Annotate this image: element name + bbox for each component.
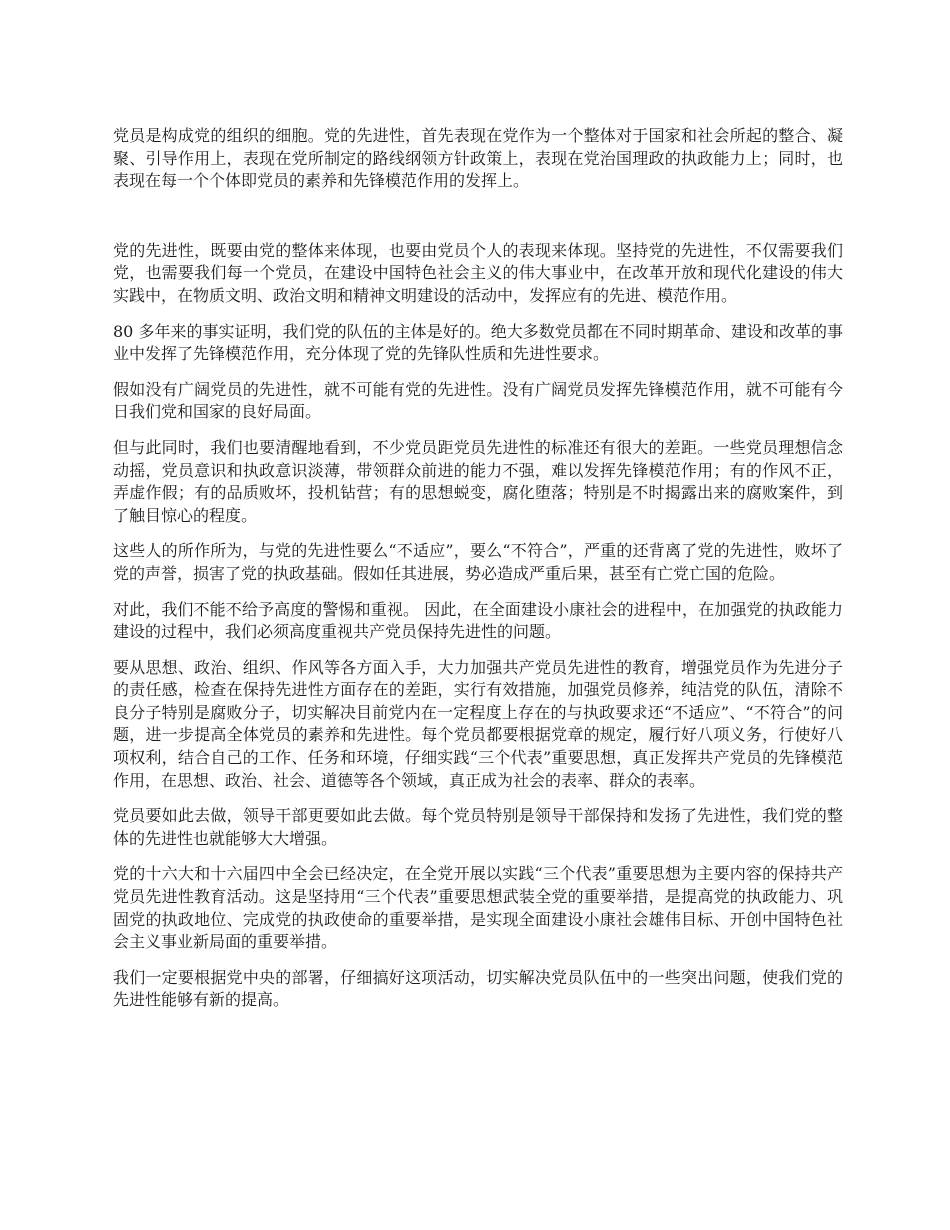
paragraph-4: 假如没有广阔党员的先进性，就不可能有党的先进性。没有广阔党员发挥先锋模范作用，就不可能有今日我们党和国家的良好局面。: [113, 379, 843, 422]
paragraph-2: 党的先进性，既要由党的整体来体现，也要由党员个人的表现来体现。坚持党的先进性，不仅需要我们党，也需要我们每一个党员，在建设中国特色社会主义的伟大事业中，在改革开放和现代化建设的伟大实践中，在物质文明、政治文明和精神文明建设的活动中，发挥应有的先进、模范作用。: [113, 240, 843, 305]
paragraph-8: 要从思想、政治、组织、作风等各方面入手，大力加强共产党员先进性的教育，增强党员作为先进分子的责任感，检查在保持先进性方面存在的差距，实行有效措施，加强党员修养，纯洁党的队伍，清除不良分子特别是腐败分子，切实解决目前党内在一定程度上存在的与执政要求还“不适应”、“不符合”的问题，进一步提高全体党员的素养和先进性。每个党员都要根据党章的规定，履行好八项义务，行使好八项权利，结合自己的工作、任务和环境，仔细实践“三个代表”重要思想，真正发挥共产党员的先锋模范作用，在思想、政治、社会、道德等各个领域，真正成为社会的表率、群众的表率。: [113, 657, 843, 790]
paragraph-5: 但与此同时，我们也要清醒地看到，不少党员距党员先进性的标准还有很大的差距。一些党员理想信念动摇，党员意识和执政意识淡薄，带领群众前进的能力不强，难以发挥先锋模范作用；有的作风不正，弄虚作假；有的品质败坏，投机钻营；有的思想蜕变，腐化堕落；特别是不时揭露出来的腐败案件，到了触目惊心的程度。: [113, 437, 843, 525]
paragraph-9: 党员要如此去做，领导干部更要如此去做。每个党员特别是领导干部保持和发扬了先进性，我们党的整体的先进性也就能够大大增强。: [113, 806, 843, 848]
paragraph-1: 党员是构成党的组织的细胞。党的先进性，首先表现在党作为一个整体对于国家和社会所起的整合、凝聚、引导作用上，表现在党所制定的路线纲领方针政策上，表现在党治国理政的执政能力上；同时，也表现在每一个个体即党员的素养和先锋模范作用的发挥上。: [113, 126, 843, 191]
paragraph-7: 对此，我们不能不给予高度的警惕和重视。 因此，在全面建设小康社会的进程中，在加强党的执政能力建设的过程中，我们必须高度重视共产党员保持先进性的问题。: [113, 599, 843, 642]
paragraph-6: 这些人的所作所为，与党的先进性要么“不适应”，要么“不符合”，严重的还背离了党的先进性，败坏了党的声誉，损害了党的执政基础。假如任其进展，势必造成严重后果，甚至有亡党亡国的危险。: [113, 541, 843, 583]
document-page: [113, 125, 843, 1025]
paragraph-10: 党的十六大和十六届四中全会已经决定，在全党开展以实践“三个代表”重要思想为主要内容的保持共产党员先进性教育活动。这是坚持用“三个代表”重要思想武装全党的重要举措，是提高党的执政能力、巩固党的执政地位、完成党的执政使命的重要举措，是实现全面建设小康社会雄伟目标、开创中国特色社会主义事业新局面的重要举措。: [113, 864, 843, 952]
paragraph-11: 我们一定要根据党中央的部署，仔细搞好这项活动，切实解决党员队伍中的一些突出问题，使我们党的先进性能够有新的提高。: [113, 967, 843, 1010]
paragraph-3: 80 多年来的事实证明，我们党的队伍的主体是好的。绝大多数党员都在不同时期革命、建设和改革的事业中发挥了先锋模范作用，充分体现了党的先锋队性质和先进性要求。: [113, 321, 843, 364]
